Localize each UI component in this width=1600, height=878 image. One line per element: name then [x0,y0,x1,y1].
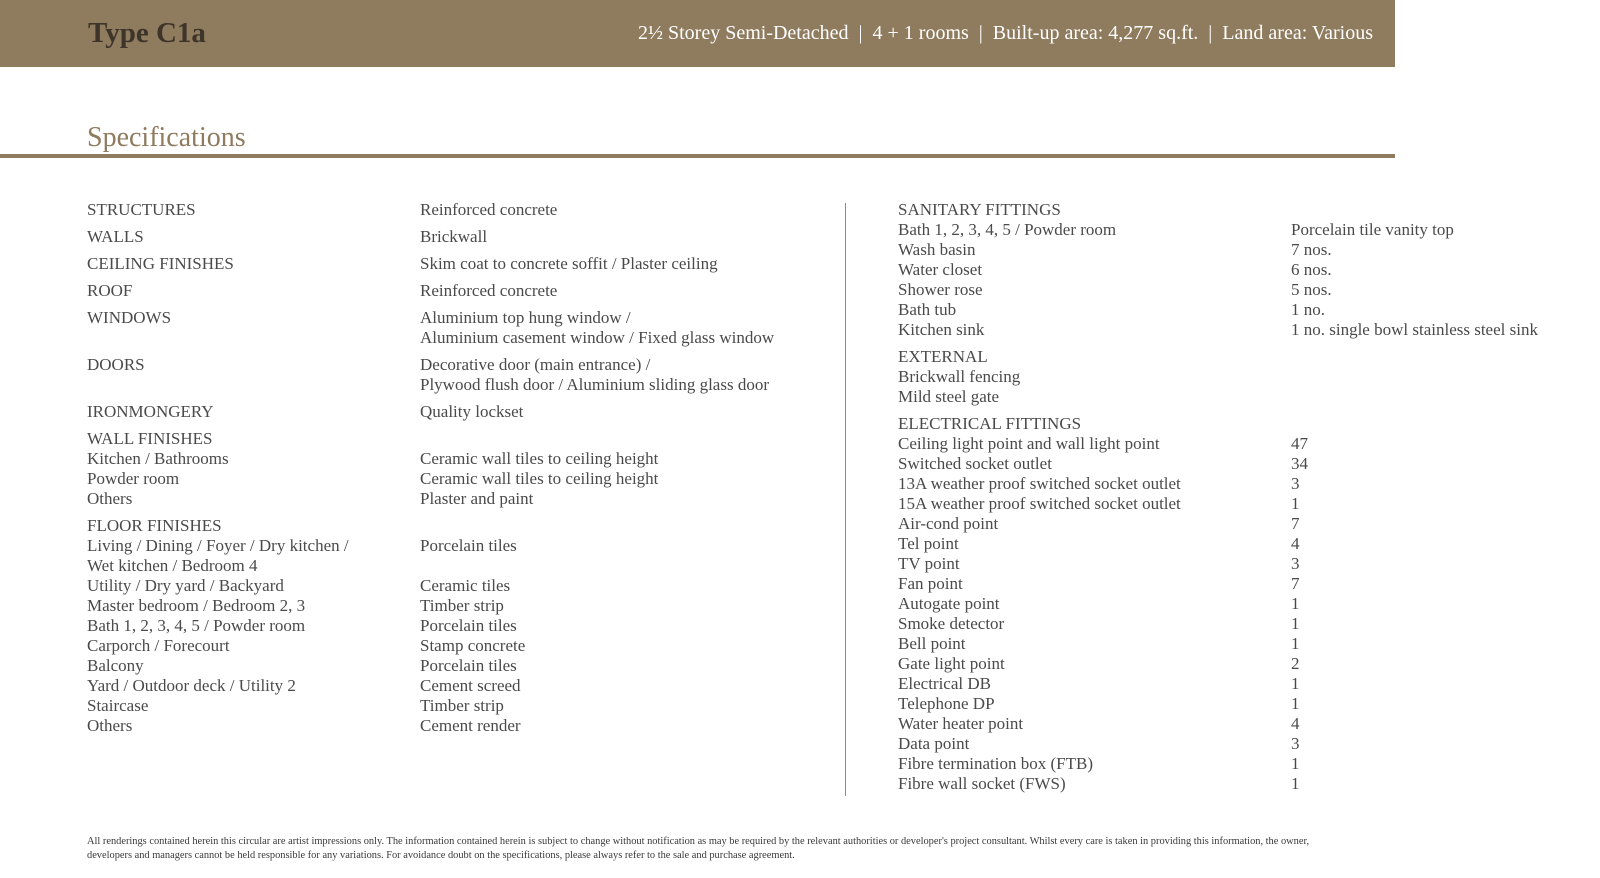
spec-item: Balcony [87,656,144,675]
spec-value: 7 [1291,574,1300,593]
spec-item: Telephone DP [898,694,995,713]
spec-value: 3 [1291,734,1300,753]
spec-value: Ceramic tiles [420,576,511,595]
spec-item: Powder room [87,469,180,488]
spec-heading: ELECTRICAL FITTINGS [898,414,1082,433]
spec-heading: SANITARY FITTINGS [898,200,1061,219]
spec-item: Tel point [898,534,959,553]
header-banner [0,0,1395,67]
spec-heading: IRONMONGERY [87,402,214,421]
spec-item: Brickwall fencing [898,367,1021,386]
spec-item: Water heater point [898,714,1024,733]
spec-item: Electrical DB [898,674,991,693]
spec-value: Skim coat to concrete soffit / Plaster ceiling [420,254,718,273]
spec-item: Fibre termination box (FTB) [898,754,1094,773]
spec-item: Yard / Outdoor deck / Utility 2 [87,676,296,695]
spec-heading: STRUCTURES [87,200,196,219]
spec-item: Data point [898,734,970,753]
spec-value: Timber strip [420,696,504,715]
spec-heading: WALLS [87,227,144,246]
disclaimer-line: developers and managers cannot be held responsible for any variations. For avoidance doubt on the specifications, please always refer to the sale and purchase agreement. [87,850,795,861]
spec-item: Others [87,489,133,508]
spec-value: 6 nos. [1291,260,1332,279]
spec-item: Fan point [898,574,963,593]
spec-value: Aluminium casement window / Fixed glass window [420,328,775,347]
spec-value: 2 [1291,654,1300,673]
spec-value: 3 [1291,554,1300,573]
spec-item: Gate light point [898,654,1005,673]
spec-item: Air-cond point [898,514,999,533]
spec-item: Switched socket outlet [898,454,1052,473]
spec-value: 4 [1291,714,1300,733]
spec-value: 1 [1291,674,1300,693]
spec-item: Wash basin [898,240,976,259]
spec-value: Plywood flush door / Aluminium sliding glass door [420,375,769,394]
spec-value: Porcelain tiles [420,656,517,675]
spec-value: 47 [1291,434,1308,453]
spec-item: Bath 1, 2, 3, 4, 5 / Powder room [898,220,1117,239]
spec-item: Utility / Dry yard / Backyard [87,576,284,595]
spec-item: Living / Dining / Foyer / Dry kitchen / [87,536,349,555]
spec-value: Plaster and paint [420,489,534,508]
spec-value: Ceramic wall tiles to ceiling height [420,469,659,488]
spec-value: Timber strip [420,596,504,615]
spec-value: Ceramic wall tiles to ceiling height [420,449,659,468]
spec-value: 1 no. [1291,300,1325,319]
disclaimer [87,835,1552,863]
spec-item: Bath tub [898,300,957,319]
spec-value: 5 nos. [1291,280,1332,299]
spec-value: Stamp concrete [420,636,526,655]
spec-item: Wet kitchen / Bedroom 4 [87,556,258,575]
section-title: Specifications [87,122,246,153]
spec-value: 3 [1291,474,1300,493]
spec-value: Porcelain tile vanity top [1291,220,1454,239]
spec-item: 13A weather proof switched socket outlet [898,474,1181,493]
spec-item: Carporch / Forecourt [87,636,230,655]
spec-value: 1 no. single bowl stainless steel sink [1291,320,1538,339]
spec-value: 1 [1291,594,1300,613]
spec-value: 4 [1291,534,1300,553]
spec-heading: WINDOWS [87,308,172,327]
spec-item: Fibre wall socket (FWS) [898,774,1066,793]
spec-value: 1 [1291,614,1300,633]
unit-summary: 2½ Storey Semi-Detached | 4 + 1 rooms | Built-up area: 4,277 sq.ft. | Land area: Various [638,22,1373,44]
spec-value: Porcelain tiles [420,616,517,635]
spec-heading: WALL FINISHES [87,429,213,448]
spec-item: Staircase [87,696,149,715]
unit-type-title: Type C1a [88,17,206,49]
spec-value: Cement screed [420,676,521,695]
spec-value: 7 nos. [1291,240,1332,259]
spec-item: Smoke detector [898,614,1005,633]
spec-value: Reinforced concrete [420,281,558,300]
spec-heading: DOORS [87,355,145,374]
spec-item: TV point [898,554,960,573]
spec-item: Ceiling light point and wall light point [898,434,1160,453]
spec-item: Kitchen sink [898,320,985,339]
spec-value: 1 [1291,634,1300,653]
spec-value: Cement render [420,716,521,735]
spec-value: Porcelain tiles [420,536,517,555]
spec-item: Bath 1, 2, 3, 4, 5 / Powder room [87,616,306,635]
disclaimer-line: All renderings contained herein this circular are artist impressions only. The information contained herein is subject to change without notification as may be required by the relevant authorities or developer's project consultant. Whilst every care is taken in providing this information, the owner, [87,836,1310,847]
spec-item: 15A weather proof switched socket outlet [898,494,1181,513]
spec-value: 1 [1291,694,1300,713]
spec-item: Mild steel gate [898,387,1000,406]
spec-item: Others [87,716,133,735]
spec-item: Shower rose [898,280,983,299]
spec-heading: CEILING FINISHES [87,254,234,273]
section-divider [0,154,1395,158]
spec-item: Bell point [898,634,966,653]
spec-item: Master bedroom / Bedroom 2, 3 [87,596,306,615]
spec-value: Quality lockset [420,402,524,421]
spec-value: 7 [1291,514,1300,533]
spec-heading: EXTERNAL [898,347,988,366]
spec-value: 1 [1291,494,1300,513]
spec-heading: ROOF [87,281,133,300]
spec-item: Kitchen / Bathrooms [87,449,229,468]
spec-value: Aluminium top hung window / [420,308,631,327]
spec-value: 1 [1291,774,1300,793]
spec-value: Decorative door (main entrance) / [420,355,651,374]
column-divider [845,203,846,796]
spec-item: Water closet [898,260,983,279]
spec-value: Brickwall [420,227,488,246]
spec-heading: FLOOR FINISHES [87,516,222,535]
spec-item: Autogate point [898,594,1000,613]
spec-value: Reinforced concrete [420,200,558,219]
spec-value: 1 [1291,754,1300,773]
spec-value: 34 [1291,454,1308,473]
